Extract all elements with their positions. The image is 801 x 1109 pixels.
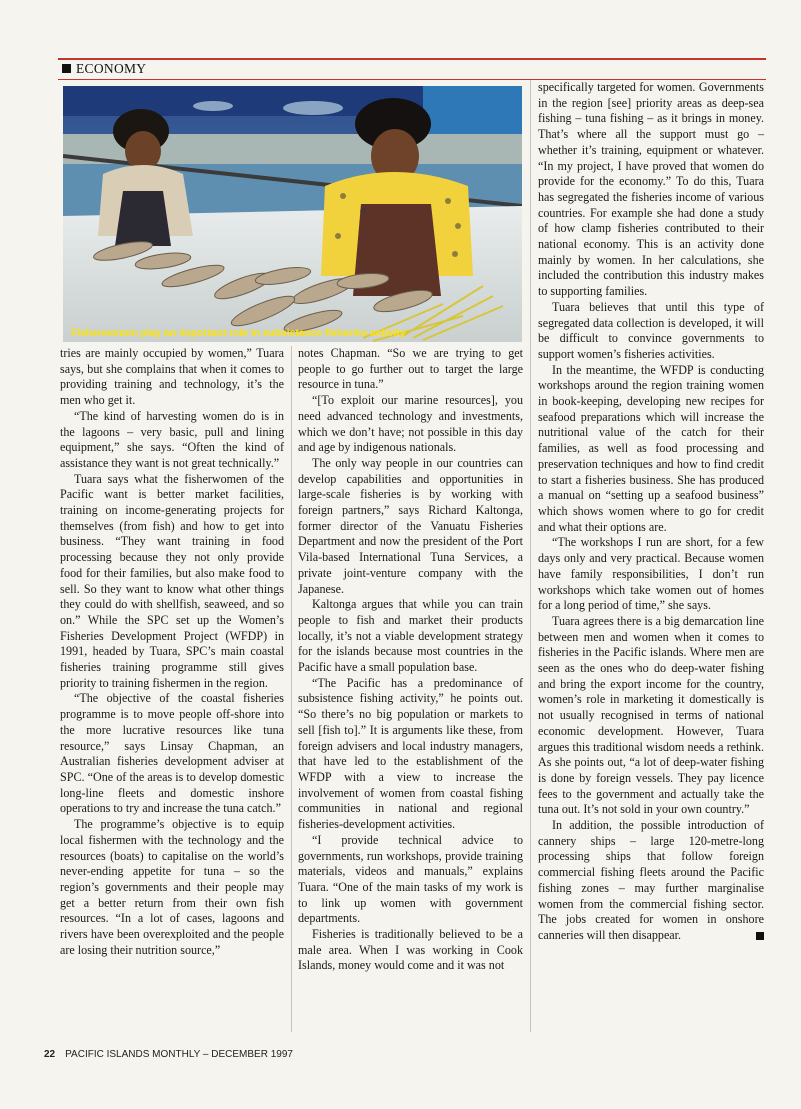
photo-illustration bbox=[63, 86, 522, 342]
paragraph: “The workshops I run are short, for a few days only and very practical. Because women have family responsibilities, I don’t run workshops which take women out of homes for a long period of time,” she says. bbox=[538, 535, 764, 613]
page-number: 22 bbox=[44, 1049, 56, 1060]
paragraph: The only way people in our countries can develop capabilities and opportunities in large-scale fisheries is by working with foreign partners,” says Richard Kaltonga, former director of the Vanuatu Fisheries Department and now the president of the Port Vila-based International Tuna Services, a private joint-venture company with the Japanese. bbox=[298, 455, 523, 596]
section-header bbox=[58, 58, 766, 80]
paragraph: Kaltonga argues that while you can train people to fish and market their products locally, it’s not a viable development strategy for the islands because most countries in the Pacific have a small population base. bbox=[298, 597, 523, 675]
paragraph: notes Chapman. “So we are trying to get people to go further out to target the large resource in tuna.” bbox=[298, 346, 523, 392]
article-photo bbox=[63, 86, 522, 342]
page-footer bbox=[44, 1049, 293, 1060]
end-of-article-icon bbox=[756, 932, 764, 940]
publication-line: PACIFIC ISLANDS MONTHLY – DECEMBER 1997 bbox=[65, 1049, 293, 1060]
paragraph-last bbox=[538, 818, 764, 944]
paragraph: Tuara says what the fisherwomen of the Pacific want is better market facilities, training on income-generating projects for themselves (from fish) and how to get into business. “They want training in food processing because they not only provide food for their families, but also make food to sell. So they want to know what other things they could do with shellfish, seaweed, and so on.” While the SPC set up the Women’s Fisheries Development Project (WFDP) in 1991, headed by Tuara, SPC’s main coastal fisheries training programme still gives priority to training fishermen in the region. bbox=[60, 471, 284, 690]
header-rule-top bbox=[58, 58, 766, 60]
photo-caption: Fisherwomen play an important role in subsistance fisheries activity bbox=[71, 327, 406, 339]
article-column-1 bbox=[60, 346, 284, 958]
paragraph: “The Pacific has a predominance of subsistence fishing activity,” he points out. “So there’s no big population or markets to sell [fish to].” It is arguments like these, from foreign advisers and local industry managers, that have led to the establishment of the WFDP with a view to increase the involvement of women from coastal fishing communities in national and regional fisheries-development activities. bbox=[298, 675, 523, 832]
paragraph: “The kind of harvesting women do is in the lagoons – very basic, pull and lining equipment,” she says. “Often the kind of assistance they want is not great technically.” bbox=[60, 408, 284, 470]
paragraph: Tuara believes that until this type of segregated data collection is developed, it will be difficult to convince governments to support women’s fisheries activities. bbox=[538, 299, 764, 361]
article-column-2 bbox=[298, 346, 523, 974]
section-marker-icon bbox=[62, 64, 71, 73]
paragraph: specifically targeted for women. Governments in the region [see] priority areas as deep-sea fishing – tuna fishing – as it brings in money. That’s where all the support must go – whether it’s training, equipment or whatever. “In my project, I have proved that women do provide for the economy.” To do this, Tuara has segregated the fisheries income of various countries. For example she had done a study of how clamp fisheries contributed to their national economy. This is an activity done mainly by women. In her calculations, she included the contribution this industry makes to supporting families. bbox=[538, 80, 764, 299]
column-divider bbox=[530, 80, 531, 1032]
article-column-3 bbox=[538, 80, 764, 944]
paragraph: In the meantime, the WFDP is conducting workshops around the region training women in book-keeping, developing new recipes for seafood preparations which will increase the nutritional value of the catch for their families, as well as food processing and preservation techniques and how to find credit to start a fisheries business. She has produced a manual on “setting up a seafood business” which shows women where to go for credit and what their options are. bbox=[538, 362, 764, 534]
paragraph-text: In addition, the possible introduction of cannery ships – large 120-metre-long processing ships that follow foreign commercial fishing fleets around the Pacific fishing zones – may further marginalise women from the commercial fishing sector. The jobs created for women in onshore canneries will then disappear. bbox=[538, 818, 764, 942]
section-label: ECONOMY bbox=[76, 61, 147, 76]
paragraph: “[To exploit our marine resources], you need advanced technology and investments, which we don’t have; not possible in this day and age by indigenous nationals. bbox=[298, 393, 523, 455]
paragraph: tries are mainly occupied by women,” Tuara says, but she complains that when it comes to providing training and technology, it’s the men who get it. bbox=[60, 346, 284, 408]
paragraph: “I provide technical advice to governments, run workshops, provide training materials, videos and manuals,” explains Tuara. “One of the main tasks of my work is to link up women with government departments. bbox=[298, 832, 523, 926]
paragraph: Tuara agrees there is a big demarcation line between men and women when it comes to fisheries in the Pacific islands. Where men are seen as the ones who do deep-water fishing and bring the export income for the country, women’s role in marketing it domestically is not usually recognised in terms of national economic development. However, Tuara argues this traditional wisdom needs a rethink. As she points out, “a lot of deep-water fishing is done by foreign vessels. They pay licence fees to the government and actually take the tuna out. It’s not sold in your own country.” bbox=[538, 613, 764, 817]
paragraph: The programme’s objective is to equip local fishermen with the technology and the resources (boats) to capitalise on the world’s never-ending appetite for tuna – so the region’s governments and their people may get a better return from their own fish resources. “In a lot of cases, lagoons and rivers have been overexploited and the people are losing their nutrition source,” bbox=[60, 817, 284, 957]
paragraph: “The objective of the coastal fisheries programme is to move people off-shore into the more lucrative resources like tuna resource,” says Linsay Chapman, an Australian fisheries development adviser at SPC. “One of the areas is to develop domestic long-line fleets and domestic inshore operations to try and increase the tuna catch.” bbox=[60, 691, 284, 816]
paragraph: Fisheries is traditionally believed to be a male area. When I was working in Cook Islands, money would come and it was not bbox=[298, 927, 523, 973]
column-divider bbox=[291, 346, 292, 1032]
